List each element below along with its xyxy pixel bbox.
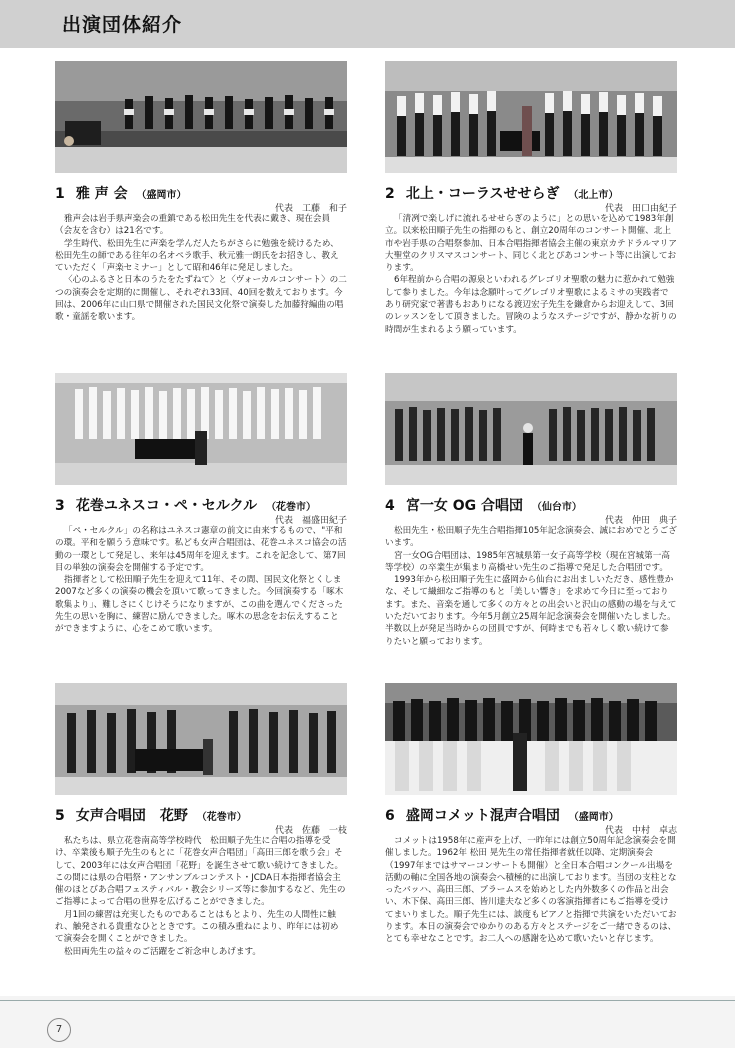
section-heading-5 <box>55 805 247 825</box>
group-description <box>55 213 347 324</box>
paragraph: 月1回の練習は充実したものであることはもとより、先生の人間性に触れ、触発される貴重なひとときです。この積み重ねにより、昨年には初めて演奏会を開くことができました。 <box>55 909 339 945</box>
paragraph: 1993年から松田順子先生に盛岡から仙台にお出ましいただき、感性豊かな、そして繊細なご指導のもと「美しい響き」を求めて今日に至っております。また、音楽を通して多くの方々との出会いと沢山の感動の場を与えていただいております。今年5月創立25周年記念演奏会を開催いたしました。半数以上が発足当時からの団員ですが、何時までも若々しく歌い続けて参りたいと願っております。 <box>385 575 677 647</box>
group-photo-4 <box>385 373 677 485</box>
group-representative: 代表 工藤 和子 <box>274 204 347 214</box>
group-description <box>385 835 677 946</box>
section-number: 2 <box>385 186 395 202</box>
group-city: （北上市） <box>568 190 619 201</box>
paragraph: 雅声会は岩手県声楽会の重鎮である松田先生を代表に戴き、現在会員（会友を含む）は21名です。 <box>55 214 331 237</box>
group-description <box>385 525 677 648</box>
group-photo-2 <box>385 61 677 173</box>
group-name: 北上・コーラスせせらぎ <box>405 186 560 202</box>
group-representative: 代表 仲田 典子 <box>604 516 677 526</box>
group-description <box>55 835 347 958</box>
group-city: （盛岡市） <box>136 190 187 201</box>
footer-divider <box>0 1000 735 1001</box>
section-heading-6 <box>385 805 619 825</box>
group-photo-1 <box>55 61 347 173</box>
group-photo-5 <box>55 683 347 795</box>
paragraph: 松田両先生の益々のご活躍をご祈念申しあげます。 <box>64 946 261 957</box>
group-description <box>385 213 677 336</box>
group-city: （仙台市） <box>531 502 582 513</box>
paragraph: 指揮者として松田順子先生を迎えて11年、その間、国民文化祭とくしま2007など多くの演奏の機会を頂いて歌ってきました。今回演奏する「啄木歌集より」、難しさにくじけそうになりますが、この曲を選んでくださった先生の思いを胸に、練習に励んできました。啄木の思念をお伝えすることができますように、心をこめて歌います。 <box>55 575 344 635</box>
paragraph: 私たちは、県立花巻南高等学校時代 松田順子先生に合唱の指導を受け、卒業後も順子先生のもとに「花巻女声合唱団」「高田三郎を歌う会」そして、2003年には女声合唱団「花野」を誕生させて歌い続けてきました。この間には県の合唱祭・アンサンブルコンテスト・JCDA日本指揮者協会主催のほとびあ合唱フェスティバル・教会シリーズ等に参加するなど、先生のご指導によって合唱の世界を広げることができました。 <box>55 836 346 908</box>
group-city: （盛岡市） <box>568 812 619 823</box>
paragraph: 学生時代、松田先生に声楽を学んだ人たちがさらに勉強を続けるため、松田先生の師である往年の名オペラ歌手、秋元雅一朗氏をお招きし、教えていただく「声楽セミナー」として昭和46年に発足しました。 <box>55 238 339 274</box>
group-photo-6 <box>385 683 677 795</box>
section-heading-1 <box>55 183 187 203</box>
section-number: 5 <box>55 808 65 824</box>
group-name: 雅 声 会 <box>75 186 128 202</box>
group-name: 宮一女 OG 合唱団 <box>405 498 524 514</box>
section-number: 1 <box>55 186 65 202</box>
paragraph: コメットは1958年に産声を上げ、一昨年には創立50周年記念演奏会を開催しました。1962年 松田 晃先生の常任指揮者就任以降、定期演奏会（1997年まではサマーコンサートも開催）と全日本合唱コンクール出場を活動の軸に全国各地の演奏会へ積極的に出演しております。当団の支柱となったバッハ、高田三郎、ブラームスを始めとした内外数多くの作品と出会い、木下保、高田三郎、皆川達夫など多くの客演指揮者にもご指導を受けてまいりました。順子先生には、談度もピアノと指揮で共演をいただいております。本日の演奏会でゆかりのある方々とステージをご一緒できるのは、とても幸せなことです。お二人への感謝を込めて歌いたいと存じます。 <box>385 836 677 945</box>
group-city: （花巻市） <box>196 812 247 823</box>
group-description <box>55 525 347 636</box>
page-footer-band <box>0 996 735 1048</box>
section-heading-4 <box>385 495 582 515</box>
section-number: 3 <box>55 498 65 514</box>
section-number: 4 <box>385 498 395 514</box>
paragraph: 松田先生・松田順子先生合唱指揮105年記念演奏会、誠におめでとうございます。 <box>385 526 677 549</box>
group-name: 花巻ユネスコ・ペ・セルクル <box>75 498 258 514</box>
group-representative: 代表 田口由紀子 <box>604 204 677 214</box>
page-title: 出演団体紹介 <box>62 14 183 36</box>
page-number: 7 <box>47 1018 71 1042</box>
group-representative: 代表 福盛田紀子 <box>274 516 347 526</box>
paragraph: 〈心のふるさと日本のうたをたずねて〉と〈ヴォーカルコンサート〉の二つの演奏会を定期的に開催し、それぞれ33回、40回を数えております。今回は、2006年に山口県で開催された国民文化祭で演奏した加藤狩編曲の唱歌・童謡を歌います。 <box>55 275 347 323</box>
paragraph: 宮一女OG合唱団は、1985年宮城県第一女子高等学校（現在宮城第一高等学校）の卒業生が集まり高橋せい先生のご指導で発足した合唱団です。 <box>385 550 670 573</box>
section-number: 6 <box>385 808 395 824</box>
paragraph: 「清冽で楽しげに流れるせせらぎのように」との思いを込めて1983年創立。以来松田順子先生の指揮のもと、創立20周年のコンサート開催、北上市や岩手県の合唱祭参加、日本合唱指揮者協会主催の東京カテドラルマリア大聖堂のクリスマスコンサート、同じく北とぴあコンサート等に出演しております。 <box>385 214 677 274</box>
paragraph: 6年程前から合唱の源泉といわれるグレゴリオ聖歌の魅力に惹かれて勉強して参りました。今年は念願叶ってグレゴリオ聖歌によるミサの実践者であり研究家で著書もおありになる渡辺宏子先生を鎌倉からお迎えして、3回のレッスンをして頂きました。冒険のようなステージですが、静かな祈りの時間が生まれるよう願っています。 <box>385 275 677 335</box>
paragraph: 「ペ・セルクル」の名称はユネスコ憲章の前文に由来するもので、"平和の環。平和を願うう意味です。私ども女声合唱団は、花巻ユネスコ協会の活動の一環として発足し、来年は45周年を迎えます。これを記念して、第7回目の単独の演奏会を開催する予定です。 <box>55 526 347 573</box>
group-representative: 代表 中村 卓志 <box>604 826 677 836</box>
section-heading-3 <box>55 495 316 515</box>
page-header-band <box>0 0 735 48</box>
group-representative: 代表 佐藤 一枝 <box>274 826 347 836</box>
section-heading-2 <box>385 183 618 203</box>
group-name: 女声合唱団 花野 <box>75 808 188 824</box>
group-photo-3 <box>55 373 347 485</box>
group-city: （花巻市） <box>266 502 317 513</box>
group-name: 盛岡コメット混声合唱団 <box>405 808 560 824</box>
